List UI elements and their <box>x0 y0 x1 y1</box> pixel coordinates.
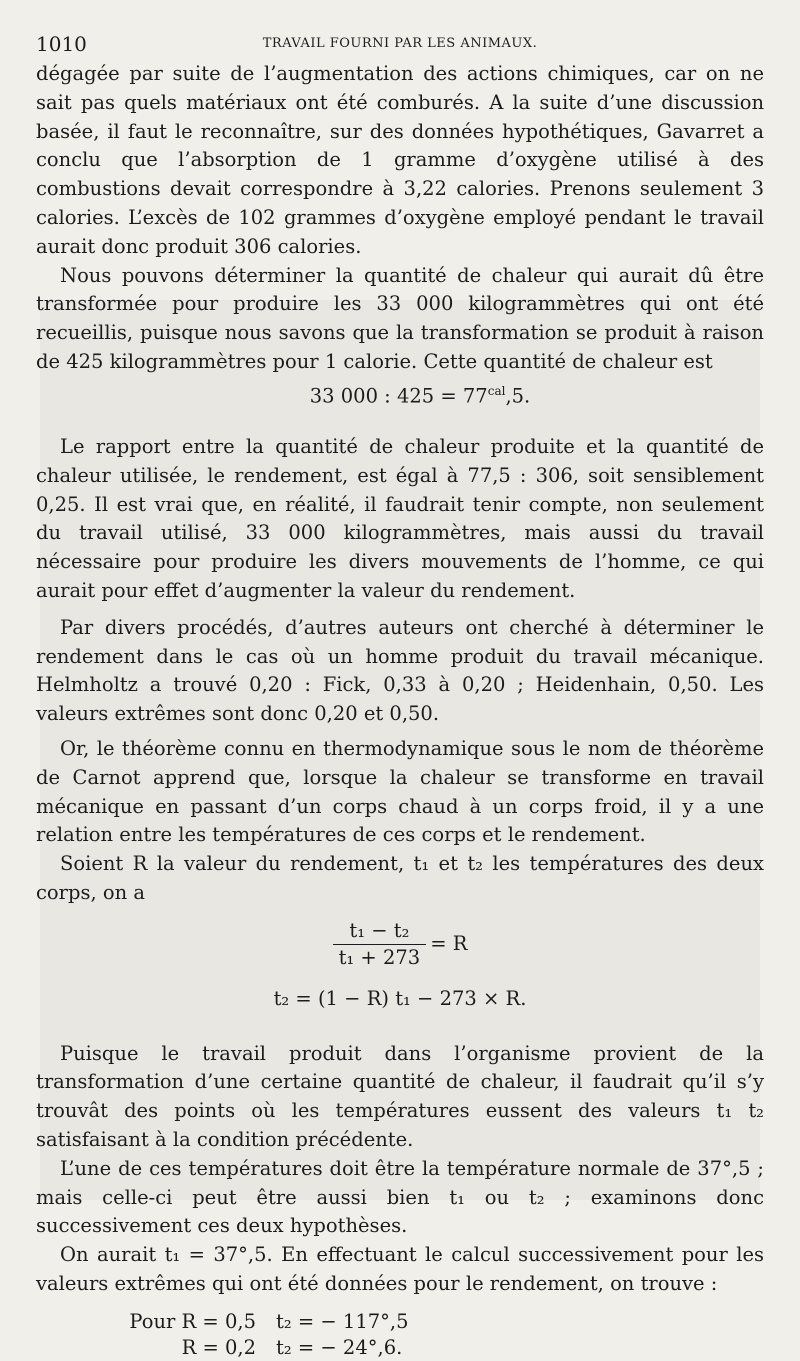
paragraph-6: Soient R la valeur du rendement, t₁ et t₂ les températures des deux corps, on a <box>36 852 764 905</box>
calculation-result: t₂ = − 24°,6. <box>276 1335 403 1359</box>
paragraph-7: Puisque le travail produit dans l’organisme provient de la transformation d’une certaine quantité de chaleur, il faudrait qu’il s’y trouvât des points où les températures eussent des valeurs t₁ t₂ satisfaisant à la condition précédente. <box>36 1041 764 1151</box>
paragraph-5: Or, le théorème connu en thermodynamique sous le nom de théorème de Carnot apprend que, lorsque la chaleur se transforme en travail mécanique en passant d’un corps chaud à un corps froid, il y a une relation entre les températures de ces corps et le rendement. <box>36 737 764 847</box>
fraction-denominator: t₁ + 273 <box>338 945 421 969</box>
fraction <box>333 918 427 971</box>
document-page <box>36 30 764 1361</box>
equation-t2: t₂ = (1 − R) t₁ − 273 × R. <box>273 986 527 1010</box>
paragraph-3: Le rapport entre la quantité de chaleur produite et la quantité de chaleur utilisée, le rendement, est égal à 77,5 : 306, soit sensiblement 0,25. Il est vrai que, en réalité, il faudrait tenir compte, non seulement du travail utilisé, 33 000 kilogrammètres, mais aussi du travail nécessaire pour produire les divers mouvements de l’homme, ce qui aurait pour effet d’augmenter la valeur du rendement. <box>36 435 764 603</box>
paragraph-8: L’une de ces températures doit être la température normale de 37°,5 ; mais celle-ci peut être aussi bien t₁ ou t₂ ; examinons donc successivement ces deux hypothèses. <box>36 1156 764 1238</box>
fraction-numerator: t₁ − t₂ <box>333 918 427 945</box>
page-header <box>36 30 764 60</box>
equation-heat-quantity <box>36 377 764 411</box>
equation-1-superscript: cal <box>487 383 506 398</box>
calculation-row <box>96 1335 764 1361</box>
page-number: 1010 <box>36 32 87 56</box>
running-head: TRAVAIL FOURNI PAR LES ANIMAUX. <box>262 36 538 51</box>
calculation-results <box>36 1309 764 1361</box>
calculation-condition: R = 0,2 <box>181 1335 256 1359</box>
calculation-result: t₂ = − 117°,5 <box>276 1309 409 1333</box>
calculation-condition: Pour R = 0,5 <box>129 1309 256 1333</box>
paragraph-1: dégagée par suite de l’augmentation des actions chimiques, car on ne sait pas quels matériaux ont été comburés. A la suite d’une discussion basée, il faut le reconnaître, sur des données hypothétiques, Gavarret a conclu que l’absorption de 1 gramme d’oxygène utilisé à des combustions devait correspondre à 3,22 calories. Prenons seulement 3 calories. L’excès de 102 grammes d’oxygène employé pendant le travail aurait donc produit 306 calories. <box>36 62 764 258</box>
paragraph-9: On aurait t₁ = 37°,5. En effectuant le calcul successivement pour les valeurs extrêmes qui ont été données pour le rendement, on trouve : <box>36 1243 764 1295</box>
paragraph-4: Par divers procédés, d’autres auteurs ont cherché à déterminer le rendement dans le cas où un homme produit du travail mécanique. Helmholtz a trouvé 0,20 : Fick, 0,33 à 0,20 ; Heidenhain, 0,50. Les valeurs extrêmes sont donc 0,20 et 0,50. <box>36 615 764 726</box>
equation-1-main: 33 000 : 425 = 77 <box>309 384 488 408</box>
equation-1-end: ,5. <box>505 384 531 408</box>
fraction-rhs: = R <box>430 931 468 955</box>
calculation-row <box>96 1309 764 1335</box>
paragraph-2: Nous pouvons déterminer la quantité de chaleur qui aurait dû être transformée pour produire les 33 000 kilogrammètres qui ont été recueillis, puisque nous savons que la transformation se produit à raison de 425 kilogrammètres pour 1 calorie. Cette quantité de chaleur est <box>36 263 764 373</box>
equation-carnot-fraction <box>36 918 764 971</box>
